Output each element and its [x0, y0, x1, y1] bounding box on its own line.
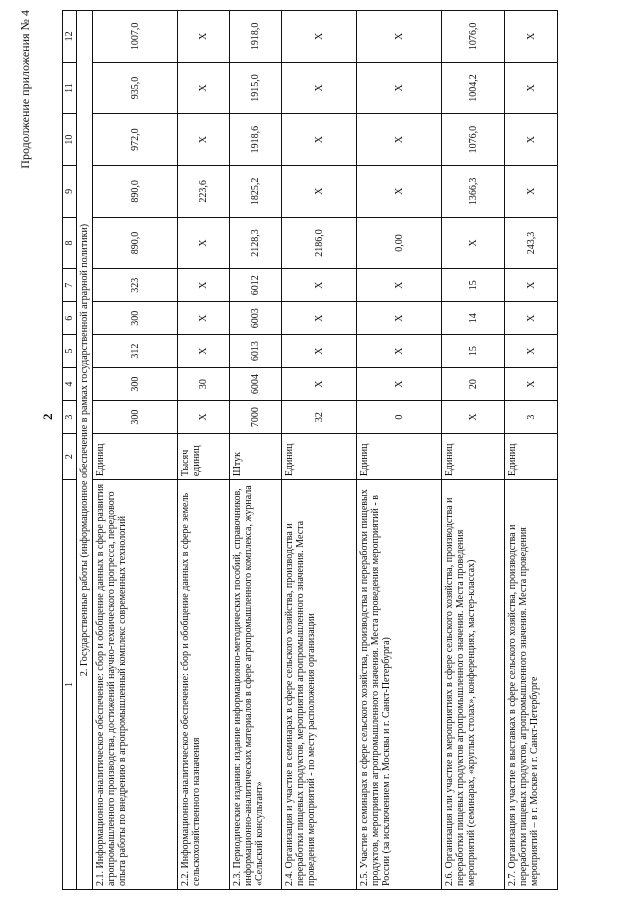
row-value: 223,6	[178, 165, 230, 217]
row-value: Х	[282, 302, 357, 335]
row-value: 312	[93, 335, 178, 368]
row-unit: Единиц	[442, 434, 505, 480]
table-row	[178, 11, 230, 890]
column-number: 11	[63, 62, 77, 114]
row-name: 2.7. Организация и участие в выставках в сфере сельского хозяйства, производства и переработки пищевых продуктов, агропромышленного значения. Места проведения мероприятий – в г. Москве и г. Санкт-Петербурге	[505, 480, 558, 890]
row-value: 1918,0	[230, 11, 282, 63]
row-value: Х	[282, 114, 357, 166]
row-value: Х	[178, 114, 230, 166]
row-value: 300	[93, 401, 178, 434]
row-unit: Тысяч единиц	[178, 434, 230, 480]
row-value: 6013	[230, 335, 282, 368]
row-value: Х	[442, 401, 505, 434]
row-value: 2128,3	[230, 217, 282, 269]
row-value: Х	[505, 62, 558, 114]
row-unit: Единиц	[505, 434, 558, 480]
row-value: 1076,0	[442, 11, 505, 63]
row-value: 32	[282, 401, 357, 434]
row-value: Х	[357, 368, 442, 401]
row-value: 1366,3	[442, 165, 505, 217]
table-row	[93, 11, 178, 890]
column-number: 3	[63, 401, 77, 434]
row-value: 20	[442, 368, 505, 401]
row-value: Х	[282, 335, 357, 368]
row-value: Х	[357, 62, 442, 114]
row-value: Х	[282, 165, 357, 217]
row-value: Х	[357, 335, 442, 368]
row-value: 6003	[230, 302, 282, 335]
row-value: 1007,0	[93, 11, 178, 63]
row-value: Х	[505, 114, 558, 166]
row-value: 3	[505, 401, 558, 434]
row-unit: Единиц	[282, 434, 357, 480]
row-value: 0,00	[357, 217, 442, 269]
row-value: Х	[178, 11, 230, 63]
column-number: 1	[63, 480, 77, 890]
row-value: Х	[282, 11, 357, 63]
section-row	[77, 11, 93, 890]
row-value: Х	[505, 11, 558, 63]
row-value: 1076,0	[442, 114, 505, 166]
row-value: Х	[357, 114, 442, 166]
row-value: 14	[442, 302, 505, 335]
table-row	[357, 11, 442, 890]
row-value: Х	[178, 62, 230, 114]
row-value: 323	[93, 269, 178, 302]
row-value: Х	[505, 165, 558, 217]
row-name: 2.4. Организация и участие в семинарах в сфере сельского хозяйства, производства и переработки пищевых продуктов, мероприятия агропромышленного значения. Места проведения мероприятий - по месту расположения организации	[282, 480, 357, 890]
row-value: 6004	[230, 368, 282, 401]
row-value: 2186,0	[282, 217, 357, 269]
row-unit: Штук	[230, 434, 282, 480]
row-value: Х	[442, 217, 505, 269]
column-number: 6	[63, 302, 77, 335]
row-name: 2.5. Участие в семинарах в сфере сельского хозяйства, производства и переработки пищевых продуктов, мероприятия агропромышленного значения. Места проведения мероприятий - в России (за исключением г. Москвы и г. Санкт-Петербурга)	[357, 480, 442, 890]
row-value: Х	[357, 165, 442, 217]
section-title: 2. Государственные работы (информационное обеспечение в рамках государственной аграрной политики)	[77, 11, 93, 890]
row-value: 15	[442, 269, 505, 302]
row-unit: Единиц	[93, 434, 178, 480]
row-value: Х	[357, 11, 442, 63]
row-value: Х	[178, 269, 230, 302]
row-value: Х	[282, 62, 357, 114]
column-number: 9	[63, 165, 77, 217]
table-row	[505, 11, 558, 890]
row-value: 1825,2	[230, 165, 282, 217]
column-number: 8	[63, 217, 77, 269]
row-value: Х	[505, 302, 558, 335]
row-name: 2.6. Организация или участие в мероприятиях в сфере сельского хозяйства, производства и переработки пищевых продуктов агропромышленного значения. Места проведения мероприятий (семинарах, «круглых столах», конференциях, мастер-классах)	[442, 480, 505, 890]
table-row	[282, 11, 357, 890]
row-value: 890,0	[93, 165, 178, 217]
table-row	[442, 11, 505, 890]
row-value: 1918,6	[230, 114, 282, 166]
table-row	[230, 11, 282, 890]
row-value: 1004,2	[442, 62, 505, 114]
row-name: 2.2. Информационно-аналитическое обеспечение: сбор и обобщение данных в сфере земель сельскохозяйственного назначения	[178, 480, 230, 890]
row-value: 1915,0	[230, 62, 282, 114]
annex-label: Продолжение приложения № 4	[18, 10, 32, 169]
row-value: Х	[178, 401, 230, 434]
row-value: Х	[357, 302, 442, 335]
row-value: Х	[505, 368, 558, 401]
row-value: Х	[357, 269, 442, 302]
row-name: 2.1. Информационно-аналитическое обеспечение: сбор и обобщение данных в сфере развития агропромышленного производства, достижений научно-технического прогресса, передового опыта работы по внедрению в агропромышленный комплекс современных технологий	[93, 480, 178, 890]
column-number: 4	[63, 368, 77, 401]
row-value: Х	[505, 335, 558, 368]
row-value: Х	[178, 302, 230, 335]
row-value: 972,0	[93, 114, 178, 166]
row-value: 243,3	[505, 217, 558, 269]
row-value: 300	[93, 302, 178, 335]
page-number: 2	[40, 413, 55, 420]
column-number: 2	[63, 434, 77, 480]
column-number: 5	[63, 335, 77, 368]
row-value: Х	[282, 368, 357, 401]
column-number: 7	[63, 269, 77, 302]
row-value: 6012	[230, 269, 282, 302]
row-value: 300	[93, 368, 178, 401]
column-number: 12	[63, 11, 77, 63]
row-value: 30	[178, 368, 230, 401]
column-number-row	[63, 11, 77, 890]
row-value: 935,0	[93, 62, 178, 114]
column-number: 10	[63, 114, 77, 166]
row-value: 15	[442, 335, 505, 368]
row-unit: Единиц	[357, 434, 442, 480]
row-value: Х	[282, 269, 357, 302]
row-value: 0	[357, 401, 442, 434]
row-value: Х	[178, 335, 230, 368]
row-value: 7000	[230, 401, 282, 434]
row-value: 890,0	[93, 217, 178, 269]
row-value: Х	[505, 269, 558, 302]
row-name: 2.3. Периодические издания: издание информационно-методических пособий, справочников, информационно-аналитических материалов в сфере агропромышленного комплекса, журнала «Сельский консультант»	[230, 480, 282, 890]
works-table	[62, 10, 558, 890]
row-value: Х	[178, 217, 230, 269]
